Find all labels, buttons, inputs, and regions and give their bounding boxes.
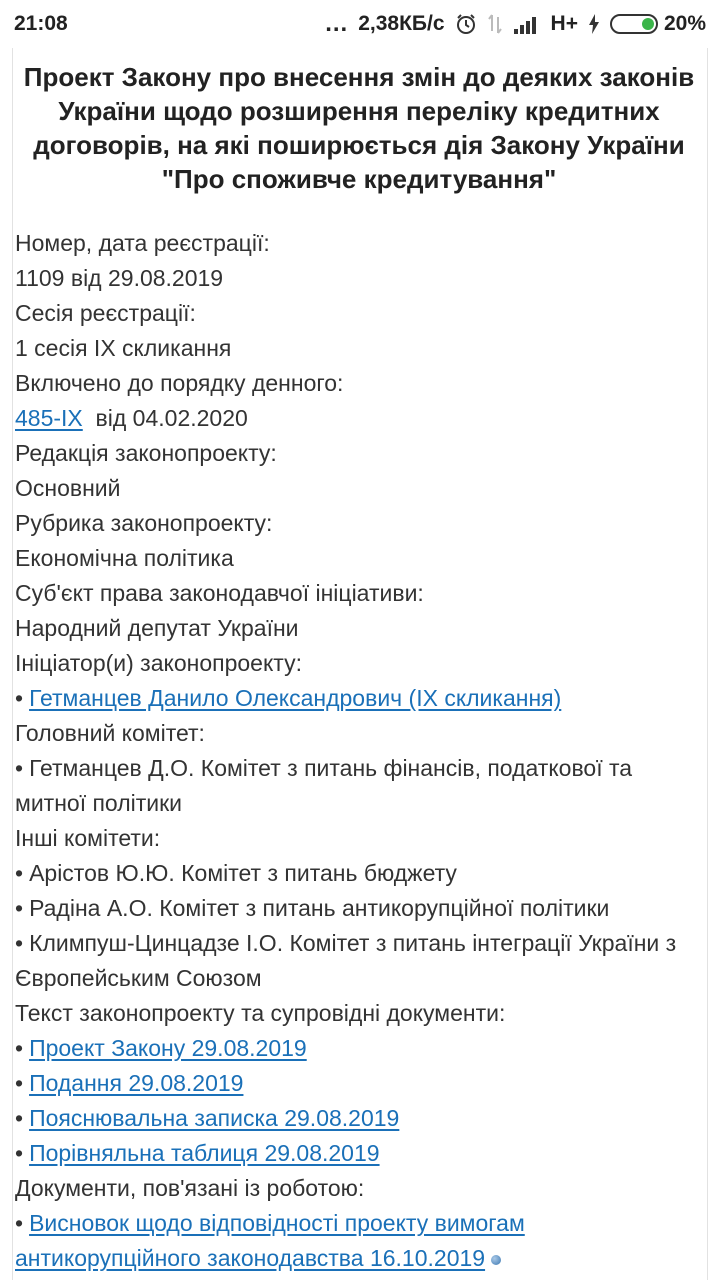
doc-item [15, 1066, 703, 1101]
related-doc-link[interactable]: Висновок щодо відповідності проекту вимогам антикорупційного законодавства 16.10.2019 [15, 1210, 525, 1271]
initiator-link[interactable]: Гетманцев Данило Олександрович (IX скликання) [29, 685, 562, 711]
other-committees-label: Інші комітети: [15, 825, 161, 851]
bullet: • [15, 1070, 24, 1096]
main-committee-label: Головний комітет: [15, 720, 205, 746]
other-committee-text: Радіна А.О. Комітет з питань антикорупційної політики [29, 895, 610, 921]
main-committee-text: Гетманцев Д.О. Комітет з питань фінансів, податкової та митної політики [15, 755, 633, 816]
session-label: Сесія реєстрації: [15, 300, 196, 326]
bullet: • [15, 1035, 24, 1061]
battery-level: 20% [663, 12, 706, 35]
edition-label: Редакція законопроекту: [15, 440, 277, 466]
document-icon [491, 1255, 501, 1265]
more-dots: ... [325, 10, 349, 37]
status-right [325, 10, 706, 38]
battery-icon [610, 14, 658, 34]
bill-page [12, 48, 708, 1280]
alarm-icon [455, 13, 477, 35]
agenda-link[interactable]: 485-IX [15, 405, 83, 431]
network-speed: 2,38КБ/с [358, 12, 445, 35]
bullet: • [15, 1210, 24, 1236]
initiator-item [15, 681, 703, 716]
related-label: Документи, пов'язані із роботою: [15, 1175, 365, 1201]
other-committee-item [15, 891, 703, 926]
other-committee-item [15, 856, 703, 891]
status-time: 21:08 [14, 12, 68, 35]
related-item [15, 1206, 703, 1276]
session-value: 1 сесія IX скликання [15, 335, 232, 361]
signal-icon [513, 14, 541, 34]
subject-value: Народний депутат України [15, 615, 299, 641]
status-bar [0, 0, 720, 48]
bullet: • [15, 755, 24, 781]
reg-value: 1109 від 29.08.2019 [15, 265, 224, 291]
initiators-label: Ініціатор(и) законопроекту: [15, 650, 302, 676]
doc-link[interactable]: Порівняльна таблиця 29.08.2019 [29, 1140, 380, 1166]
rubric-label: Рубрика законопроекту: [15, 510, 273, 536]
reg-label: Номер, дата реєстрації: [15, 230, 270, 256]
agenda-label: Включено до порядку денного: [15, 370, 344, 396]
doc-item [15, 1136, 703, 1171]
bullet: • [15, 860, 24, 886]
bullet: • [15, 895, 24, 921]
main-committee-item [15, 751, 703, 821]
bill-title: Проект Закону про внесення змін до деяких законів України щодо розширення переліку кредитних договорів, на які поширюється дія Закону України "Про споживче кредитування" [23, 62, 695, 194]
bullet: • [15, 930, 24, 956]
bullet: • [15, 1140, 24, 1166]
doc-item [15, 1101, 703, 1136]
agenda-row [15, 401, 703, 436]
other-committee-text: Арістов Ю.Ю. Комітет з питань бюджету [29, 860, 457, 886]
other-committee-item [15, 926, 703, 996]
doc-item [15, 1031, 703, 1066]
doc-link[interactable]: Подання 29.08.2019 [29, 1070, 244, 1096]
subject-label: Суб'єкт права законодавчої ініціативи: [15, 580, 424, 606]
charging-icon [588, 14, 600, 34]
bullet: • [15, 685, 24, 711]
agenda-date: від 04.02.2020 [95, 405, 248, 431]
bullet: • [15, 1105, 24, 1131]
data-transfer-icon [487, 13, 503, 35]
other-committee-text: Климпуш-Цинцадзе І.О. Комітет з питань інтеграції України з Європейським Союзом [15, 930, 677, 991]
battery-indicator [610, 12, 706, 36]
rubric-value: Економічна політика [15, 545, 234, 571]
docs-label: Текст законопроекту та супровідні документи: [15, 1000, 506, 1026]
network-type: H+ [550, 12, 578, 35]
doc-link[interactable]: Проект Закону 29.08.2019 [29, 1035, 307, 1061]
edition-value: Основний [15, 475, 121, 501]
doc-link[interactable]: Пояснювальна записка 29.08.2019 [29, 1105, 400, 1131]
